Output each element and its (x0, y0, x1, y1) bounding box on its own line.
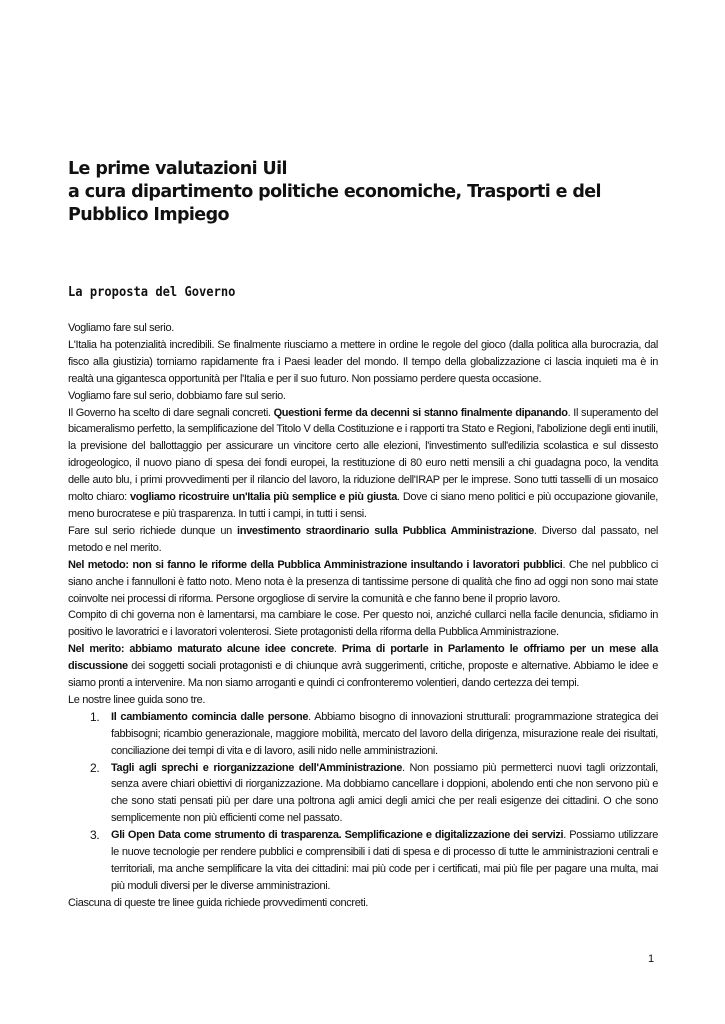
text-run: dei soggetti sociali protagonisti e di chiunque avrà suggerimenti, critiche, proposte e alternative. Abbiamo le idee e siamo pronti a intervenire. Ma non siamo arroganti e quindi ci confronteremo volentieri, dando certezza dei tempi. (68, 660, 658, 690)
paragraph: Vogliamo fare sul serio, dobbiamo fare sul serio. (68, 389, 286, 402)
text-run: . Abbiamo bisogno di innovazioni strutturali: programmazione strategica dei fabbisogni; ricambio generazionale, maggiore mobilità, mercato del lavoro della dirigenza, misurazione reale dei risultati, conciliazione dei tempi di vita e di lavoro, asili nido nelle amministrazioni. (111, 710, 658, 757)
bold-text: investimento straordinario sulla Pubblica Amministrazione (237, 524, 534, 537)
title-line-3: Pubblico Impiego (68, 205, 229, 225)
text-run: . Che nel pubblico ci siano anche i fannulloni è fatto noto. Meno nota è la presenza di tantissime persone di qualità che fino ad oggi non sono mai state coinvolte nei processi di riforma. Persone orgogliose di servire la comunità e che fanno bene il proprio lavoro. (68, 558, 658, 605)
list-item (68, 827, 658, 895)
guidelines-list (68, 709, 658, 895)
page-number: 1 (648, 953, 655, 965)
list-number: 2. (90, 760, 100, 775)
text-run: Fare sul serio richiede dunque un (68, 524, 238, 537)
paragraph: L'Italia ha potenzialità incredibili. Se finalmente riusciamo a mettere in ordine le regole del gioco (dalla politica alla burocrazia, dal fisco alla giustizia) torniamo rapidamente fra i Paesi leader del mondo. Il tempo della globalizzazione ci lascia inquieti ma è in realtà una gigantesca opportunità per l'Italia e per il suo futuro. Non possiamo perdere questa occasione. (68, 338, 658, 385)
text-run: . Diverso dal passato, nel metodo e nel merito. (68, 524, 658, 554)
document-title (68, 158, 668, 227)
list-item (68, 709, 658, 760)
paragraph: Ciascuna di queste tre linee guida richiede provvedimenti concreti. (68, 896, 369, 909)
bold-text: Nel merito: abbiamo maturato alcune idee concrete (68, 643, 334, 656)
text-run: . Possiamo utilizzare le nuove tecnologie per rendere pubblici e comprensibili i dati di spesa e di processo di tutte le amministrazioni centrali e territoriali, ma anche semplificare la vita dei cittadini: mai più code per i certificati, mai più file per pagare una multa, mai più moduli diversi per le diverse amministrazioni. (111, 829, 658, 892)
paragraph: Vogliamo fare sul serio. (68, 322, 174, 334)
paragraph: Compito di chi governa non è lamentarsi, ma cambiare le cose. Per questo noi, anziché cullarci nella facile denuncia, sfidiamo in positivo le lavoratrici e i lavoratori volenterosi. Siete protagonisti della riforma della Pubblica Amministrazione. (68, 609, 658, 639)
section-heading: La proposta del Governo (68, 285, 236, 300)
text-run: . Non possiamo più permetterci nuovi tagli orizzontali, senza avere chiari obiettivi di riorganizzazione. Ma dobbiamo cancellare i doppioni, abolendo enti che non servono più e che sono stati pensati più per dare una poltrona agli amici degli amici che per reali esigenze dei cittadini. O che sono semplicemente non più efficienti come nel passato. (111, 761, 658, 825)
body-text (68, 320, 658, 912)
bold-text: Gli Open Data come strumento di trasparenza. Semplificazione e digitalizzazione dei servizi (111, 829, 564, 842)
text-run: . Il superamento del bicameralismo perfetto, la semplificazione del Titolo V della Costituzione e i rapporti tra Stato e Regioni, l'abolizione degli enti inutili, la previsione del ballottaggio per assicurare un vincitore certo alle elezioni, l'investimento sull'edilizia scolastica e sul dissesto idrogeologico, il nuovo piano di spesa dei fondi europei, la restituzione di 80 euro netti mensili a chi guadagna poco, la vendita delle auto blu, i primi provvedimenti per il rilancio del lavoro, la riduzione dell'IRAP per le imprese. Sono tutti tasselli di un mosaico molto chiaro: (68, 406, 658, 504)
text-run: . Dove ci siano meno politici e più occupazione giovanile, meno burocratese e più trasparenza. In tutti i campi, in tutti i sensi. (68, 491, 658, 520)
text-run: Il Governo ha scelto di dare segnali concreti. (68, 406, 274, 419)
bold-text: Questioni ferme da decenni si stanno finalmente dipanando (273, 406, 568, 419)
paragraph (68, 405, 658, 523)
paragraph: Le nostre linee guida sono tre. (68, 693, 206, 706)
paragraph (68, 557, 658, 608)
text-run: . (333, 643, 342, 656)
bold-text: Prima di portarle in Parlamento le offriamo per un mese alla discussione (68, 643, 658, 673)
list-number: 3. (90, 828, 100, 843)
bold-text: Nel metodo: non si fanno le riforme della Pubblica Amministrazione insultando i lavoratori pubblici (68, 558, 563, 571)
bold-text: Tagli agli sprechi e riorganizzazione dell'Amministrazione (111, 761, 402, 774)
title-line-1: Le prime valutazioni Uil (68, 159, 287, 179)
list-item (68, 760, 658, 828)
paragraph (68, 523, 658, 557)
list-number: 1. (90, 709, 100, 724)
bold-text: Il cambiamento comincia dalle persone (111, 710, 309, 723)
bold-text: vogliamo ricostruire un'Italia più semplice e più giusta (129, 491, 398, 504)
title-line-2: a cura dipartimento politiche economiche, Trasporti e del (68, 182, 601, 202)
paragraph (68, 641, 658, 692)
